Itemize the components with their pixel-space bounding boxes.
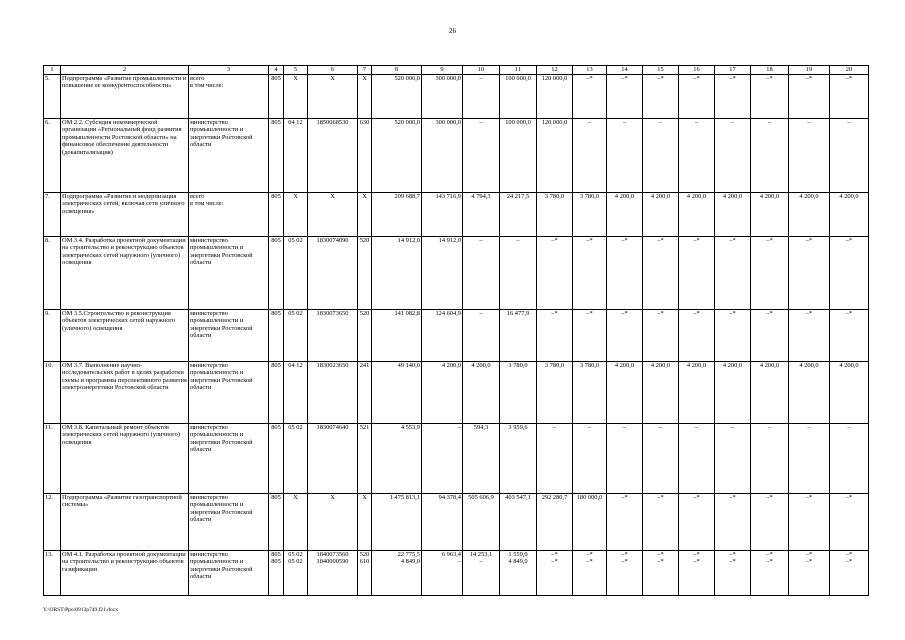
column-number-4: 4: [269, 66, 284, 75]
cell-c9: 143 716,9: [422, 193, 463, 237]
cell-c11: 100 000,0: [500, 75, 537, 119]
cell-c16: –: [679, 424, 715, 494]
cell-c13: 3 780,0: [573, 193, 607, 237]
cell-c6: 1840073560 1840000590: [308, 551, 358, 596]
cell-c6: 1830023650: [308, 362, 358, 424]
cell-c7: 241: [358, 362, 372, 424]
cell-c7: 520: [358, 310, 372, 362]
cell-c4: 805: [269, 119, 284, 193]
cell-n: 9.: [44, 310, 61, 362]
cell-c17: –*: [715, 75, 751, 119]
cell-c17: –: [715, 424, 751, 494]
cell-c7: 520: [358, 237, 372, 310]
cell-exec: министерство промышленности и энергетики Ростовской области: [189, 494, 269, 551]
cell-c13: –*: [573, 310, 607, 362]
cell-exec: всего в том числе:: [189, 75, 269, 119]
cell-exec: министерство промышленности и энергетики Ростовской области: [189, 551, 269, 596]
cell-c4: 805: [269, 75, 284, 119]
cell-c16: –: [679, 119, 715, 193]
cell-c14: –*: [607, 75, 643, 119]
cell-c13: –*: [573, 75, 607, 119]
cell-c12: –: [537, 424, 573, 494]
cell-n: 6.: [44, 119, 61, 193]
cell-c20: –* –*: [830, 551, 869, 596]
cell-c6: 1830074640: [308, 424, 358, 494]
cell-c19: –*: [789, 75, 830, 119]
file-path-footer: Y:\ORST\Ppo\0913p749.f21.docx: [43, 607, 118, 613]
cell-c11: 16 477,9: [500, 310, 537, 362]
cell-c13: –: [573, 424, 607, 494]
cell-c4: 805: [269, 237, 284, 310]
cell-c10: –: [463, 310, 500, 362]
column-number-3: 3: [189, 66, 269, 75]
cell-n: 11.: [44, 424, 61, 494]
cell-c8: 520 000,0: [372, 75, 422, 119]
cell-c5: 04 12: [284, 119, 308, 193]
cell-c15: –: [643, 424, 679, 494]
cell-n: 7.: [44, 193, 61, 237]
cell-c17: –* –*: [715, 551, 751, 596]
cell-exec: министерство промышленности и энергетики Ростовской области: [189, 237, 269, 310]
cell-c10: 505 606,9: [463, 494, 500, 551]
cell-c17: –*: [715, 310, 751, 362]
cell-c18: –: [751, 424, 789, 494]
table-row: [44, 551, 869, 596]
column-number-19: 19: [789, 66, 830, 75]
cell-c16: –*: [679, 237, 715, 310]
column-number-17: 17: [715, 66, 751, 75]
cell-c17: 4 200,0: [715, 193, 751, 237]
cell-c12: 120 000,0: [537, 119, 573, 193]
cell-c18: –*: [751, 494, 789, 551]
cell-c14: –*: [607, 310, 643, 362]
cell-c7: X: [358, 75, 372, 119]
cell-c8: 49 140,0: [372, 362, 422, 424]
cell-c20: –: [830, 424, 869, 494]
cell-c7: 520 610: [358, 551, 372, 596]
cell-n: 8.: [44, 237, 61, 310]
cell-c15: –*: [643, 494, 679, 551]
cell-c17: –: [715, 119, 751, 193]
cell-c8: 209 688,7: [372, 193, 422, 237]
cell-c10: 14 253,1 –: [463, 551, 500, 596]
cell-c7: X: [358, 494, 372, 551]
cell-c6: 1850068530: [308, 119, 358, 193]
cell-c4: 805: [269, 193, 284, 237]
cell-c11: 100 000,0: [500, 119, 537, 193]
cell-c20: –*: [830, 237, 869, 310]
cell-c5: 05 02 05 02: [284, 551, 308, 596]
cell-exec: министерство промышленности и энергетики Ростовской области: [189, 424, 269, 494]
cell-c9: 14 912,0: [422, 237, 463, 310]
cell-c5: 05 02: [284, 424, 308, 494]
cell-n: 13.: [44, 551, 61, 596]
cell-name: ОМ 3.4. Разработка проектной документации на строительство и реконструкцию объектов электрических сетей наружного (уличного) освещения: [61, 237, 189, 310]
cell-c17: –*: [715, 237, 751, 310]
cell-c4: 805: [269, 424, 284, 494]
cell-c18: 4 200,0: [751, 193, 789, 237]
cell-c14: 4 200,0: [607, 193, 643, 237]
cell-c12: –* –*: [537, 551, 573, 596]
cell-c14: –*: [607, 237, 643, 310]
cell-c12: 292 280,7: [537, 494, 573, 551]
cell-c12: 3 780,0: [537, 193, 573, 237]
cell-c12: –*: [537, 237, 573, 310]
cell-c16: –*: [679, 310, 715, 362]
table-row: [44, 424, 869, 494]
cell-c19: 4 200,0: [789, 362, 830, 424]
column-number-13: 13: [573, 66, 607, 75]
cell-c12: 3 780,0: [537, 362, 573, 424]
table-row: [44, 119, 869, 193]
cell-c19: –: [789, 424, 830, 494]
cell-c14: –*: [607, 494, 643, 551]
cell-c16: –*: [679, 494, 715, 551]
cell-c12: 120 000,0: [537, 75, 573, 119]
cell-c20: 4 200,0: [830, 193, 869, 237]
cell-c16: –*: [679, 75, 715, 119]
column-number-6: 6: [308, 66, 358, 75]
cell-c20: –: [830, 119, 869, 193]
cell-c20: –*: [830, 75, 869, 119]
cell-name: Подпрограмма «Развитие газотранспортной системы»: [61, 494, 189, 551]
cell-c4: 805: [269, 310, 284, 362]
cell-c7: X: [358, 193, 372, 237]
table-row: [44, 494, 869, 551]
cell-c5: 05 02: [284, 310, 308, 362]
table-row: [44, 310, 869, 362]
table-row: [44, 75, 869, 119]
cell-c6: 1830073650: [308, 310, 358, 362]
cell-c10: 594,3: [463, 424, 500, 494]
table-row: [44, 362, 869, 424]
cell-c17: –*: [715, 494, 751, 551]
cell-c5: X: [284, 494, 308, 551]
cell-c11: 3 780,0: [500, 362, 537, 424]
cell-name: Подпрограмма «Развитие и модернизация электрических сетей, включая сети уличного освещения»: [61, 193, 189, 237]
column-number-9: 9: [422, 66, 463, 75]
cell-c14: –: [607, 119, 643, 193]
column-number-7: 7: [358, 66, 372, 75]
cell-c9: 94 378,4: [422, 494, 463, 551]
cell-name: ОМ 3.7. Выполнение научно-исследовательских работ в целях разработки схемы и программы перспективного развития электроэнергетики Ростовской области: [61, 362, 189, 424]
cell-c11: –: [500, 237, 537, 310]
cell-c9: –: [422, 424, 463, 494]
cell-c6: X: [308, 75, 358, 119]
cell-c17: 4 200,0: [715, 362, 751, 424]
cell-c18: –*: [751, 75, 789, 119]
column-number-2: 2: [61, 66, 189, 75]
cell-c19: –*: [789, 237, 830, 310]
table-row: [44, 193, 869, 237]
cell-c18: –* –*: [751, 551, 789, 596]
cell-c4: 805: [269, 362, 284, 424]
cell-c18: –*: [751, 310, 789, 362]
cell-c19: –*: [789, 310, 830, 362]
cell-c13: 180 000,0: [573, 494, 607, 551]
page-number: 26: [449, 27, 456, 35]
cell-c10: –: [463, 75, 500, 119]
table-row: [44, 237, 869, 310]
cell-c19: –*: [789, 494, 830, 551]
column-number-15: 15: [643, 66, 679, 75]
cell-c15: –* –*: [643, 551, 679, 596]
cell-exec: всего в том числе:: [189, 193, 269, 237]
cell-c18: –*: [751, 237, 789, 310]
cell-c11: 403 547,1: [500, 494, 537, 551]
cell-c13: –: [573, 119, 607, 193]
cell-n: 5.: [44, 75, 61, 119]
cell-c4: 805 805: [269, 551, 284, 596]
cell-c15: 4 200,0: [643, 193, 679, 237]
column-number-5: 5: [284, 66, 308, 75]
cell-c14: –: [607, 424, 643, 494]
cell-c5: 05 02: [284, 237, 308, 310]
cell-c9: 300 000,0: [422, 75, 463, 119]
column-number-row: [44, 66, 869, 75]
cell-c9: 300 000,0: [422, 119, 463, 193]
cell-c11: 24 217,5: [500, 193, 537, 237]
cell-c11: 3 959,6: [500, 424, 537, 494]
cell-c8: 1 475 813,1: [372, 494, 422, 551]
cell-name: ОМ 4.1. Разработка проектной документации на строительство и реконструкцию объектов газификации: [61, 551, 189, 596]
cell-c9: 6 963,4 –: [422, 551, 463, 596]
cell-c5: X: [284, 75, 308, 119]
column-number-16: 16: [679, 66, 715, 75]
cell-c16: 4 200,0: [679, 193, 715, 237]
column-number-1: 1: [44, 66, 61, 75]
cell-name: ОМ 3.8. Капитальный ремонт объектов электрических сетей наружного (уличного) освещения: [61, 424, 189, 494]
cell-c12: –*: [537, 310, 573, 362]
cell-c16: –* –*: [679, 551, 715, 596]
cell-c6: X: [308, 494, 358, 551]
cell-c9: 124 604,9: [422, 310, 463, 362]
cell-c8: 14 912,0: [372, 237, 422, 310]
cell-c15: 4 200,0: [643, 362, 679, 424]
column-number-20: 20: [830, 66, 869, 75]
cell-c4: 805: [269, 494, 284, 551]
cell-exec: министерство промышленности и энергетики Ростовской области: [189, 362, 269, 424]
column-number-10: 10: [463, 66, 500, 75]
cell-c15: –*: [643, 75, 679, 119]
cell-c14: –* –*: [607, 551, 643, 596]
program-finance-table: [43, 65, 869, 596]
cell-c13: 3 780,0: [573, 362, 607, 424]
cell-c16: 4 200,0: [679, 362, 715, 424]
cell-c5: X: [284, 193, 308, 237]
column-number-18: 18: [751, 66, 789, 75]
column-number-11: 11: [500, 66, 537, 75]
cell-c10: 4 200,0: [463, 362, 500, 424]
cell-c5: 04 12: [284, 362, 308, 424]
cell-c10: 4 794,3: [463, 193, 500, 237]
cell-c14: 4 200,0: [607, 362, 643, 424]
cell-c8: 22 775,5 4 849,0: [372, 551, 422, 596]
cell-c9: 4 200,0: [422, 362, 463, 424]
cell-c15: –*: [643, 237, 679, 310]
cell-n: 10.: [44, 362, 61, 424]
cell-c19: –* –*: [789, 551, 830, 596]
cell-c11: 1 559,0 4 849,0: [500, 551, 537, 596]
cell-c15: –: [643, 119, 679, 193]
cell-c13: –*: [573, 237, 607, 310]
cell-c13: –* –*: [573, 551, 607, 596]
column-number-8: 8: [372, 66, 422, 75]
cell-c6: X: [308, 193, 358, 237]
cell-c8: 520 000,0: [372, 119, 422, 193]
cell-c8: 4 553,9: [372, 424, 422, 494]
cell-exec: министерство промышленности и энергетики Ростовской области: [189, 310, 269, 362]
cell-c19: –: [789, 119, 830, 193]
column-number-14: 14: [607, 66, 643, 75]
cell-c18: 4 200,0: [751, 362, 789, 424]
cell-name: ОМ 3.5.Строительство и реконструкция объектов электрических сетей наружного (уличного) освещения: [61, 310, 189, 362]
cell-c15: –*: [643, 310, 679, 362]
cell-c20: 4 200,0: [830, 362, 869, 424]
column-number-12: 12: [537, 66, 573, 75]
cell-c10: –: [463, 237, 500, 310]
cell-c7: 521: [358, 424, 372, 494]
cell-c18: –: [751, 119, 789, 193]
cell-c6: 1830074090: [308, 237, 358, 310]
cell-exec: министерство промышленности и энергетики Ростовской области: [189, 119, 269, 193]
cell-c20: –*: [830, 310, 869, 362]
cell-c20: –*: [830, 494, 869, 551]
cell-c19: 4 200,0: [789, 193, 830, 237]
cell-c7: 630: [358, 119, 372, 193]
cell-n: 12.: [44, 494, 61, 551]
cell-c10: –: [463, 119, 500, 193]
cell-name: Подпрограмма «Развитие промышленности и повышение ее конкурентоспособности»: [61, 75, 189, 119]
cell-name: ОМ 2.2. Субсидия некоммерческой организации «Региональный фонд развития промышленности Ростовской области» на финансовое обеспечение деятельности (докапитализация): [61, 119, 189, 193]
cell-c8: 141 082,8: [372, 310, 422, 362]
